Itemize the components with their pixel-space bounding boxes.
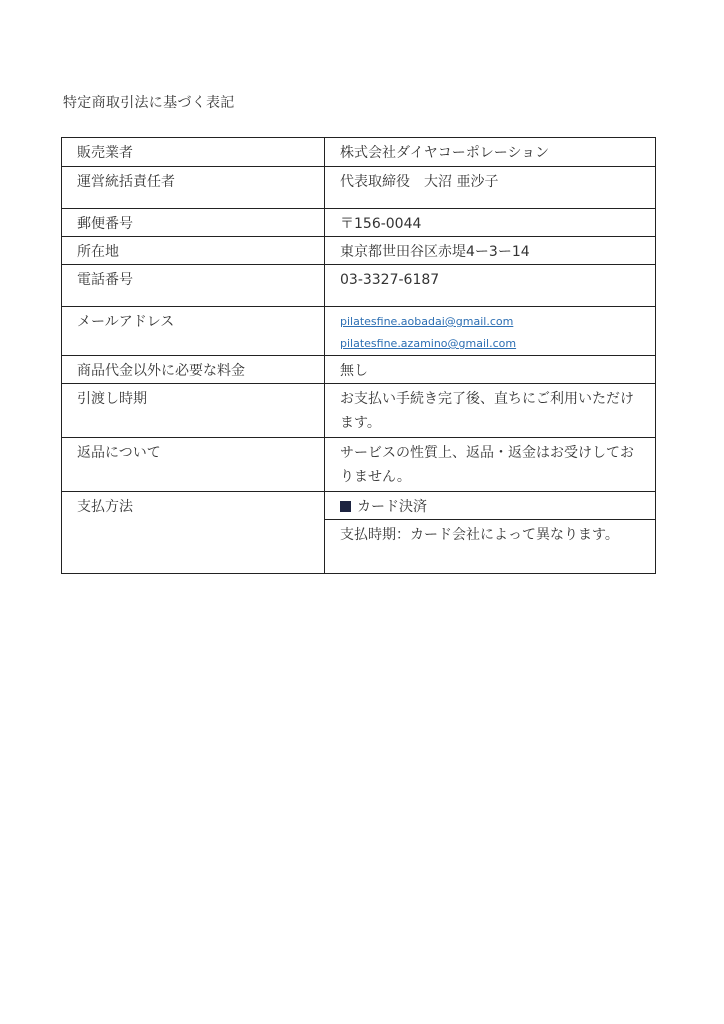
row-value: お支払い手続き完了後、直ちにご利用いただけます。: [325, 384, 656, 438]
row-value: 東京都世田谷区赤堤4ー3ー14: [325, 237, 656, 265]
table-row: [62, 209, 656, 237]
row-label: 電話番号: [62, 265, 325, 307]
row-value: 代表取締役 大沼 亜沙子: [325, 167, 656, 209]
row-label: 支払方法: [62, 492, 325, 574]
square-icon: [340, 501, 351, 512]
email-link-aobadai[interactable]: pilatesfine.aobadai@gmail.com: [340, 315, 514, 328]
row-label: メールアドレス: [62, 307, 325, 356]
email-link-azamino[interactable]: pilatesfine.azamino@gmail.com: [340, 337, 517, 350]
payment-method-value: [325, 492, 656, 520]
legal-info-table: [61, 137, 656, 574]
row-value: 無し: [325, 356, 656, 384]
table-row: [62, 384, 656, 438]
table-row: [62, 138, 656, 167]
row-value: サービスの性質上、返品・返金はお受けしておりません。: [325, 438, 656, 492]
table-row: [62, 492, 656, 520]
row-label: 返品について: [62, 438, 325, 492]
row-label: 郵便番号: [62, 209, 325, 237]
payment-method-label: カード決済: [357, 499, 427, 515]
table-row: [62, 438, 656, 492]
table-row: [62, 167, 656, 209]
row-value: 〒156-0044: [325, 209, 656, 237]
row-value: [325, 307, 656, 356]
payment-timing-value: 支払時期：カード会社によって異なります。: [325, 520, 656, 574]
row-label: 商品代金以外に必要な料金: [62, 356, 325, 384]
row-label: 引渡し時期: [62, 384, 325, 438]
table-row: [62, 356, 656, 384]
row-label: 販売業者: [62, 138, 325, 167]
table-row: [62, 265, 656, 307]
page-title: 特定商取引法に基づく表記: [63, 95, 235, 111]
row-value: 03-3327-6187: [325, 265, 656, 307]
table-row: [62, 237, 656, 265]
row-label: 所在地: [62, 237, 325, 265]
table-row: [62, 307, 656, 356]
row-label: 運営統括責任者: [62, 167, 325, 209]
row-value: 株式会社ダイヤコーポレーション: [325, 138, 656, 167]
